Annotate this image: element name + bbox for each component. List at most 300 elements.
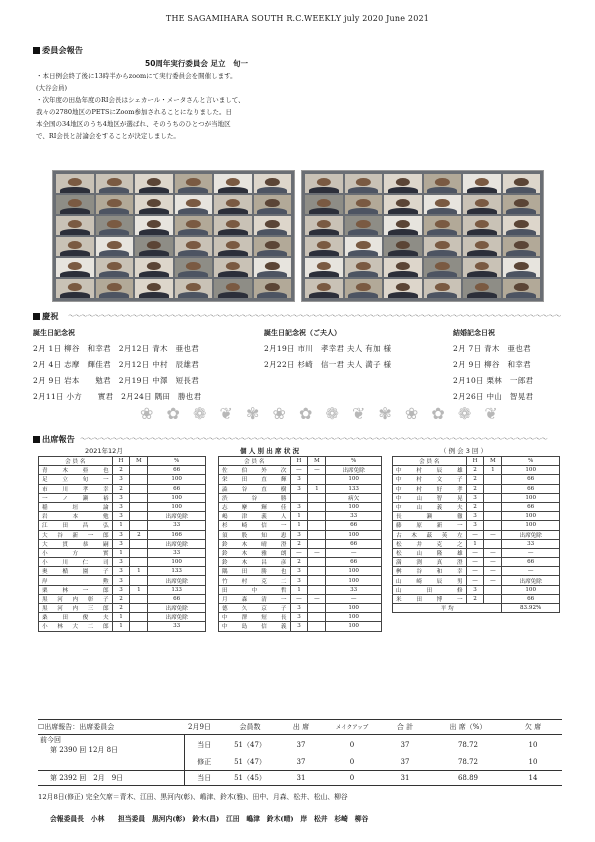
m-count [484,521,502,530]
masthead: THE SAGAMIHARA SOUTH R.C.WEEKLY july 2020 June 2021 [165,14,430,23]
row-label: 第 2390 回 12月 8日 [50,746,119,754]
row-kind: 修正 [184,755,224,770]
m-count [484,502,502,511]
h-count: 3 [290,604,308,613]
table-row [393,576,560,585]
table-row [39,475,206,484]
h-count: 3 [290,484,308,493]
m-count: 1 [130,567,148,576]
attendance-rows [393,466,560,604]
pct: 出席免除 [148,613,206,622]
header-m: M [308,457,326,466]
m-count: — [308,548,326,557]
h-count: — [290,594,308,603]
pct: 33 [502,539,560,548]
member-name: 竹村克二 [219,576,291,585]
m-count [308,530,326,539]
pct: 66 [502,475,560,484]
h-count: 2 [112,604,130,613]
anniversary-title: 結婚記念日祝 [453,329,495,337]
table-row [393,585,560,594]
col-pct: 出 席（%） [432,720,504,735]
committee-line: (大谷会員) [36,84,68,92]
h-count: 3 [112,502,130,511]
table-row [219,484,382,493]
row-makeup: 0 [349,773,355,782]
member-name: 松井克之 [393,539,467,548]
m-count [308,585,326,594]
member-name: 稲垣論 [39,502,113,511]
m-count [484,484,502,493]
table-row [393,521,560,530]
m-count [130,604,148,613]
average-value: 83.92% [502,604,560,613]
m-count: 2 [130,530,148,539]
table-row [39,530,206,539]
h-count: 3 [290,622,308,631]
pct: 出席免除 [502,576,560,585]
table-row [219,466,382,475]
h-count: 3 [112,512,130,521]
pct: 100 [326,622,382,631]
member-name: 松山隆雄 [393,548,467,557]
h-count: 3 [290,567,308,576]
h-count: 2 [112,466,130,475]
member-name: 中澤短長 [219,613,291,622]
h-count: 3 [290,613,308,622]
pct: 出席免除 [148,539,206,548]
h-count: 3 [466,512,484,521]
spouse-row: 2月19日 市川 孝幸君 夫人 有加 様 [264,344,392,353]
h-count: 2 [466,466,484,475]
h-count: 3 [466,521,484,530]
table-row [219,512,382,521]
m-count [130,558,148,567]
meeting-heading: ☐出席報告：出席委員会 [38,723,115,731]
member-name: 大谷新一郎 [39,530,113,539]
table-row [39,493,206,502]
meeting-row [38,755,562,770]
row-total: 37 [400,741,410,749]
birthday-list [33,341,201,405]
m-count [484,475,502,484]
table-row [219,576,382,585]
m-count [308,475,326,484]
h-count: 1 [290,521,308,530]
table-row [39,594,206,603]
section-square-icon [33,436,40,443]
member-name: 渋谷勝 [219,493,291,502]
m-count: — [308,466,326,475]
editorial-footer: 会報委員長 小林 担当委員 黒河内(彰) 鈴木(昌) 江田 嶋津 鈴木(晴) 岸 松井 杉崎 柳谷 [50,815,369,823]
m-count [484,493,502,502]
table-row [39,539,206,548]
h-count: 2 [466,475,484,484]
pct: — [502,567,560,576]
m-count [484,594,502,603]
m-count [308,622,326,631]
row-members: 51（47） [234,741,266,749]
h-count: — [466,548,484,557]
member-name: 栄田直輝 [219,475,291,484]
row-present: 37 [296,741,306,749]
checkbox-square-icon: ☐ [38,723,45,731]
correction-note: 12月8日(修正) 完全欠席＝青木、江田、黒河内(彰)、嶋津、鈴木(雅)、田中、月森、松井、松山、柳谷 [38,793,348,801]
committee-line: ・本日例会終了後に13時半からzoomにて実行委員会を開催します。 [36,72,237,80]
committee-line: 我々の2780地区のPETSにZoom参加されることになりました。日 [36,108,232,116]
h-count: 3 [290,576,308,585]
pct: 100 [326,613,382,622]
table-row [39,466,206,475]
wavy-divider: ～～～～～～～～～～～～～～～～～～～～～～～～～～～～～～～～～～～～～～～～～～～～～～～～～～～～～～～～～～～～～～～～～～～～～～～～～ [80,435,548,443]
table-row [393,502,560,511]
h-count: — [290,466,308,475]
table-row [219,585,382,594]
pct: 100 [502,585,560,594]
table-row [393,594,560,603]
pct: 66 [502,558,560,567]
member-name: 栗林一郎 [39,585,113,594]
member-name: 佐伯外次 [219,466,291,475]
committee-heading: 委員会報告 [33,45,83,56]
anniversary-row: 2月10日 栗林 一郎君 [453,376,534,385]
table-row [219,558,382,567]
anniversary-row: 2月26日 中山 智晃君 [453,392,534,401]
col-members: 会員数 [224,720,276,735]
meeting-table [38,719,562,786]
member-name: 隅田勝也 [219,567,291,576]
table-row [219,594,382,603]
header-pct: % [502,457,560,466]
header-m: M [130,457,148,466]
table-row [39,558,206,567]
h-count: 1 [112,521,130,530]
member-name: 黒河内彰子 [39,594,113,603]
member-name: 山崎辰男 [393,576,467,585]
member-name: 青木亜也 [39,466,113,475]
pct: 100 [148,475,206,484]
h-count: 1 [466,539,484,548]
h-count: 2 [466,594,484,603]
pct: 33 [148,521,206,530]
committee-line: で、RI会長と討論会をすることが決定しました。 [36,132,180,140]
anniversary-row: 2月 7日 青木 亜也君 [453,344,531,353]
member-name: 杉崎信一 [219,521,291,530]
member-name: 足立旬一 [39,475,113,484]
prev-label: 前今回 [40,736,61,744]
table-row [39,512,206,521]
pct: 166 [148,530,206,539]
attendance-period: 2021年12月 [85,447,123,455]
committee-byline: 50周年実行委員会 足立 旬一 [145,59,249,68]
attendance-heading: 出席報告 [33,434,75,445]
m-count [130,613,148,622]
m-count [308,512,326,521]
member-name: 澁谷直樹 [219,484,291,493]
h-count: 3 [112,475,130,484]
member-name: 志摩輝佳 [219,502,291,511]
table-row [393,484,560,493]
h-count: 3 [290,475,308,484]
birthday-row: 2月 1日 柳谷 和幸君 2月12日 青木 亜也君 [33,344,200,353]
member-name: 長瀬徹 [393,512,467,521]
member-name: 藤原新一 [393,521,467,530]
celebration-heading: 慶祝 [33,311,58,322]
h-count: 3 [112,567,130,576]
pct: 66 [326,558,382,567]
m-count [484,585,502,594]
m-count [130,539,148,548]
m-count [308,613,326,622]
row-members: 51（45） [234,773,266,782]
m-count: — [484,548,502,557]
table-row [393,466,560,475]
zoom-gallery-grid [302,171,543,301]
attendance-rows [219,466,382,631]
h-count: 1 [112,622,130,631]
table-row [39,585,206,594]
row-absent: 14 [528,773,538,782]
row-pct: 78.72 [457,758,479,767]
row-makeup: 0 [349,741,355,749]
h-count: 1 [112,548,130,557]
birthday-row: 2月11日 小方 實君 2月24日 隅田 勝也君 [33,392,202,401]
pct: 66 [326,539,382,548]
pct: 100 [502,493,560,502]
table-row [219,502,382,511]
attendance-title: 個 人 別 出 席 状 況 [240,447,300,455]
table-row [39,567,206,576]
pct: 100 [326,530,382,539]
h-count: 2 [112,484,130,493]
member-name: 大貫恭嗣 [39,539,113,548]
m-count: — [308,594,326,603]
h-count: 1 [112,613,130,622]
average-row [393,604,560,613]
member-name: 中村辰雄 [393,466,467,475]
header-name: 会 員 名 [39,457,113,466]
member-name: 米田博一 [393,594,467,603]
member-name: 桝谷和幸 [393,567,467,576]
table-row [39,484,206,493]
row-label [38,755,184,770]
member-name: 小林大二郎 [39,622,113,631]
m-count: — [484,558,502,567]
table-row [219,613,382,622]
pct: 133 [148,585,206,594]
pct: 133 [148,567,206,576]
member-name: 須股知恵 [219,530,291,539]
member-name: 鈴木雅朗 [219,548,291,557]
table-row [39,622,206,631]
member-name: 德久京子 [219,604,291,613]
pct: 100 [326,576,382,585]
m-count: 1 [484,466,502,475]
table-row [39,502,206,511]
section-square-icon [33,47,40,54]
table-row [219,604,382,613]
h-count: 3 [112,585,130,594]
member-name: 鈴木晴澄 [219,539,291,548]
h-count [290,493,308,502]
table-row [219,539,382,548]
spouse-birthday-list [264,341,391,373]
pct: 33 [148,548,206,557]
header-h: H [290,457,308,466]
col-absent: 欠 席 [504,720,562,735]
table-row [393,493,560,502]
meeting-date: 2月9日 [188,723,211,731]
h-count: 1 [290,512,308,521]
pct: 100 [502,466,560,475]
m-count [308,493,326,502]
pct: 100 [148,502,206,511]
row-absent: 10 [528,741,538,749]
pct: 66 [502,502,560,511]
m-count: 1 [130,585,148,594]
wavy-divider: ～～～～～～～～～～～～～～～～～～～～～～～～～～～～～～～～～～～～～～～～～～～～～～～～～～～～～～～～～～～～～～～～～～～～～～～～～～～～～ [68,312,561,320]
h-count: 1 [290,585,308,594]
member-name: 岩本勉 [39,512,113,521]
attendance-rows [39,466,206,631]
member-name: 田中哲 [219,585,291,594]
table-row [39,548,206,557]
member-name: 桑田俊夫 [39,613,113,622]
member-name: 奥楯園子 [39,567,113,576]
row-present: 37 [296,758,306,767]
table-row [219,622,382,631]
header-name: 会 員 名 [219,457,291,466]
row-total: 37 [400,758,410,767]
pct: 100 [326,502,382,511]
row-present: 31 [296,773,306,782]
member-name: 市川孝幸 [39,484,113,493]
table-row [219,521,382,530]
m-count [130,475,148,484]
member-name: 中島信義 [219,622,291,631]
m-count: — [484,567,502,576]
pct: 100 [148,558,206,567]
member-name: 中山智晃 [393,493,467,502]
committee-body [36,70,306,142]
zoom-meeting-photo-right [301,170,544,302]
header-h: H [466,457,484,466]
header-m: M [484,457,502,466]
h-count: 3 [466,493,484,502]
pct: 100 [326,567,382,576]
zoom-meeting-photo-left [52,170,295,302]
member-name: 満渕真澄 [393,558,467,567]
m-count: 1 [308,484,326,493]
pct: 出席免除 [326,466,382,475]
h-count: 3 [466,585,484,594]
member-name: 岸勲 [39,576,113,585]
section-square-icon [33,313,40,320]
h-count: — [290,548,308,557]
header-pct: % [148,457,206,466]
committee-line: 本全国の34地区のうち4地区が選ばれ、そのうちのひとつが当地区 [36,120,231,128]
m-count [130,466,148,475]
member-name: 嶋津義人 [219,512,291,521]
table-row [39,613,206,622]
h-count: — [466,567,484,576]
table-row [393,539,560,548]
row-members: 51（47） [234,758,266,767]
member-name: 中村文子 [393,475,467,484]
table-row [393,475,560,484]
h-count: 3 [112,493,130,502]
h-count: 3 [290,502,308,511]
m-count [130,548,148,557]
h-count: 3 [290,530,308,539]
pct: 100 [502,512,560,521]
pct: 100 [326,604,382,613]
m-count [130,521,148,530]
spouse-row: 2月22日 杉崎 信一君 夫人 満子 様 [264,360,392,369]
m-count [484,539,502,548]
m-count [308,576,326,585]
row-absent: 10 [528,758,538,767]
member-name: 江田昌弘 [39,521,113,530]
pct: 66 [148,466,206,475]
table-row [393,530,560,539]
row-total: 31 [400,773,410,782]
pct: 66 [502,594,560,603]
table-row [39,604,206,613]
h-count: 2 [466,502,484,511]
member-name: 小川仁司 [39,558,113,567]
pct: — [502,548,560,557]
birthday-row: 2月 4日 志摩 輝佳君 2月12日 中村 辰雄君 [33,360,200,369]
pct: 66 [148,594,206,603]
h-count: 2 [112,594,130,603]
pct: — [326,594,382,603]
pct: 100 [326,475,382,484]
row-label: 第 2392 回 2月 9日 [50,773,124,782]
header-h: H [112,457,130,466]
m-count [130,484,148,493]
table-row [393,512,560,521]
pct: 出席免除 [148,604,206,613]
meeting-row [38,735,562,756]
h-count: — [466,576,484,585]
member-name: 一ノ瀬裕 [39,493,113,502]
header-name: 会 員 名 [393,457,467,466]
pct: 133 [326,484,382,493]
table-row [393,558,560,567]
member-name: 小方實 [39,548,113,557]
header-pct: % [326,457,382,466]
pct: 100 [502,521,560,530]
h-count: 2 [290,558,308,567]
pct: 66 [148,484,206,493]
attendance-table-2 [218,456,382,632]
floral-ornament: ❀ ✿ ❁ ❦ ✾ ❀ ✿ ❁ ❦ ✾ ❀ ✿ ❁ ❦ [140,404,502,423]
m-count: — [484,530,502,539]
member-name: 中山義夫 [393,502,467,511]
pct: 66 [326,521,382,530]
h-count: 2 [466,484,484,493]
pct: 33 [326,585,382,594]
h-count: 3 [112,576,130,585]
row-makeup: 0 [349,758,355,767]
m-count [308,604,326,613]
h-count: 3 [112,530,130,539]
attendance-table-3 [392,456,560,613]
h-count: — [466,530,484,539]
member-name: 中村好孝 [393,484,467,493]
table-row [393,567,560,576]
